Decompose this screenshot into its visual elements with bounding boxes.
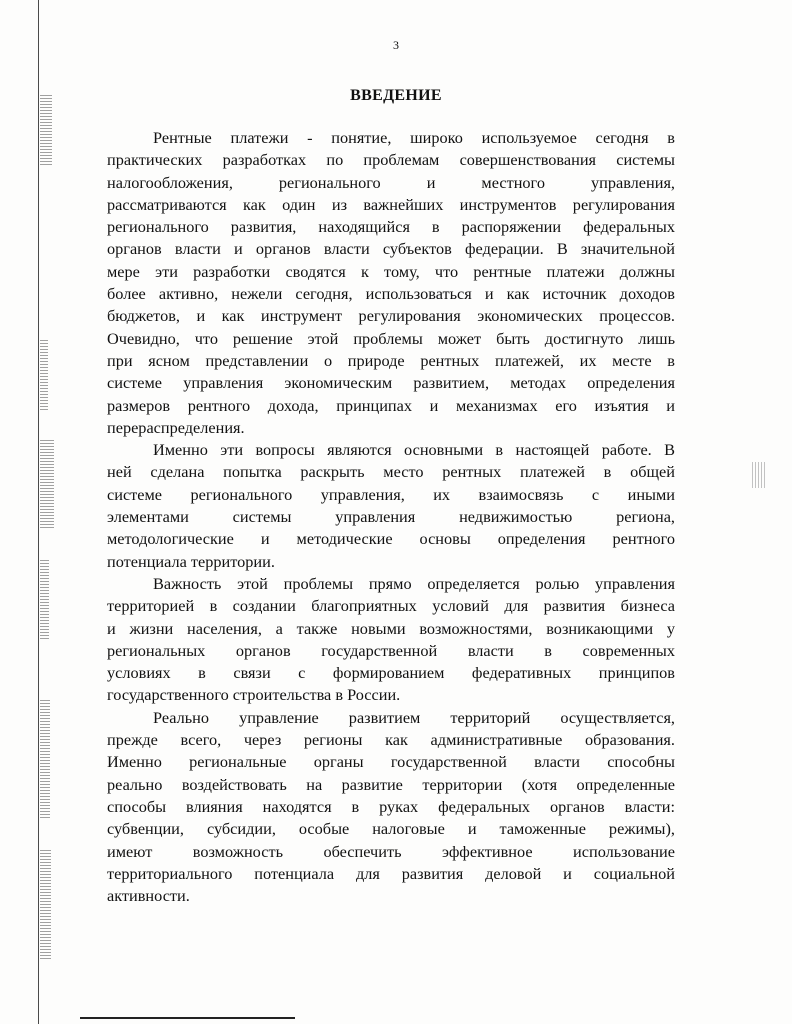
text-line: Очевидно, что решение этой проблемы может быть достигнуто лишь <box>107 328 675 348</box>
text-line: бюджетов, и как инструмент регулирования экономических процессов. <box>107 306 675 326</box>
page-number: 3 <box>393 38 399 52</box>
body-text <box>107 127 675 907</box>
text-line: реально воздействовать на развитие территории (хотя определенные <box>107 774 675 794</box>
text-line: налогообложения, регионального и местного управления, <box>107 172 675 192</box>
binding-scan-noise <box>40 850 51 960</box>
text-line: прежде всего, через регионы как административные образования. <box>107 730 675 750</box>
page-heading: ВВЕДЕНИЕ <box>350 87 442 104</box>
binding-scan-noise <box>40 560 49 640</box>
text-line: более активно, нежели сегодня, использоваться и как источник доходов <box>107 284 675 304</box>
text-line: мере эти разработки сводятся к тому, что рентные платежи должны <box>107 261 675 281</box>
text-line: Именно региональные органы государственной власти способны <box>107 752 675 772</box>
text-line: регионального развития, находящийся в распоряжении федеральных <box>107 217 675 237</box>
text-line: территорией в создании благоприятных условий для развития бизнеса <box>107 596 675 616</box>
text-line: Важность этой проблемы прямо определяется ролью управления <box>153 573 675 593</box>
text-line: системе управления экономическим развитием, методах определения <box>107 373 675 393</box>
text-line: условиях в связи с формированием федеративных принципов <box>107 663 675 683</box>
text-line: активности. <box>107 886 190 906</box>
text-line: при ясном представлении о природе рентных платежей, их месте в <box>107 350 675 370</box>
text-line: элементами системы управления недвижимостью региона, <box>107 507 675 527</box>
binding-scan-noise <box>40 340 48 410</box>
binding-scan-noise <box>40 95 52 165</box>
binding-edge-line <box>38 0 39 1024</box>
text-line: системе регионального управления, их взаимосвязь с иными <box>107 484 675 504</box>
text-line: размеров рентного дохода, принципах и механизмах его изъятия и <box>107 395 675 415</box>
text-line: перераспределения. <box>107 417 245 437</box>
text-line: Рентные платежи - понятие, широко используемое сегодня в <box>153 128 675 147</box>
text-line: рассматриваются как один из важнейших инструментов регулирования <box>107 194 675 214</box>
text-line: государственного строительства в России. <box>107 685 401 705</box>
binding-scan-noise <box>40 700 50 820</box>
text-line: органов власти и органов власти субъектов федерации. В значительной <box>107 239 675 259</box>
text-line: региональных органов государственной власти в современных <box>107 640 675 660</box>
text-line: имеют возможность обеспечить эффективное использование <box>107 841 675 861</box>
scan-speck <box>752 462 766 488</box>
text-line: практических разработках по проблемам совершенствования системы <box>107 150 675 170</box>
binding-scan-noise <box>40 440 54 530</box>
bottom-rule <box>80 1017 295 1019</box>
text-line: субвенции, субсидии, особые налоговые и таможенные режимы), <box>107 819 675 839</box>
text-line: методологические и методические основы определения рентного <box>107 529 675 549</box>
text-line: способы влияния находятся в руках федеральных органов власти: <box>107 796 675 816</box>
text-line: ней сделана попытка раскрыть место рентных платежей в общей <box>107 462 675 482</box>
text-line: потенциала территории. <box>107 551 275 571</box>
text-line: территориального потенциала для развития деловой и социальной <box>107 863 675 883</box>
text-line: Именно эти вопросы являются основными в настоящей работе. В <box>153 440 675 460</box>
text-line: и жизни населения, а также новыми возможностями, возникающими у <box>107 618 675 638</box>
text-line: Реально управление развитием территорий осуществляется, <box>153 707 675 727</box>
